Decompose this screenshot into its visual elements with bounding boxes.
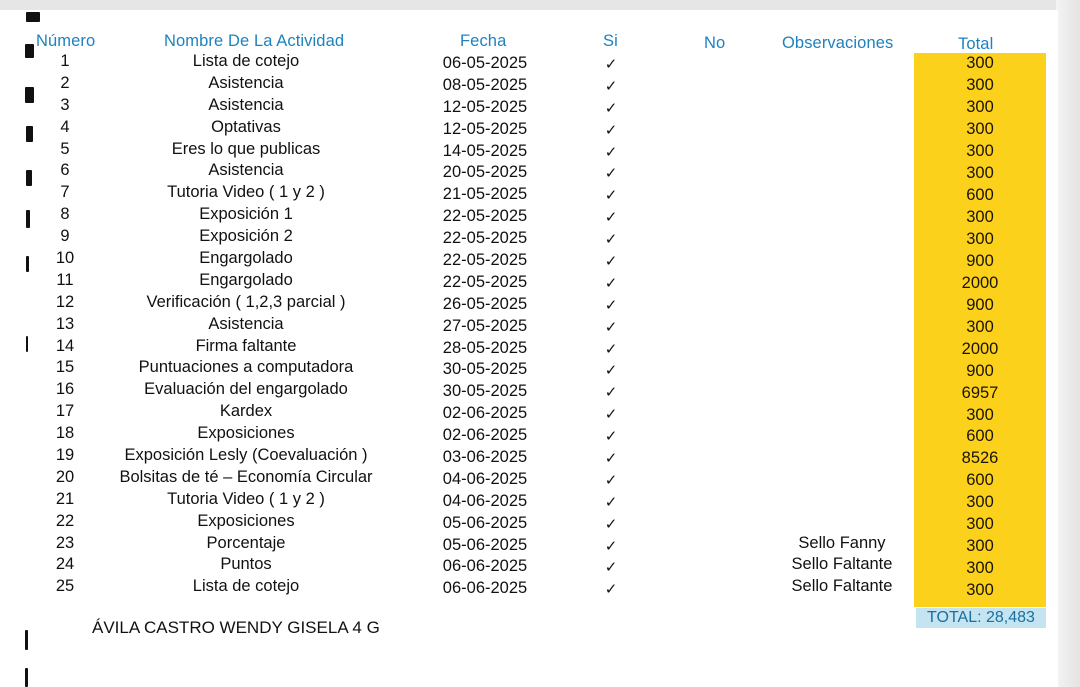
check-mark: ✓ — [604, 317, 618, 336]
activity-date: 12-05-2025 — [442, 97, 528, 116]
table-row — [0, 227, 1058, 249]
activity-date: 04-06-2025 — [442, 491, 528, 510]
row-number: 18 — [55, 424, 75, 443]
activity-date: 05-06-2025 — [442, 513, 528, 532]
student-name: ÁVILA CASTRO WENDY GISELA 4 G — [92, 618, 380, 637]
total-value: 300 — [966, 54, 994, 72]
total-value: 600 — [966, 185, 994, 204]
check-mark: ✓ — [604, 76, 618, 95]
check-mark: ✓ — [604, 492, 618, 511]
table-row — [0, 205, 1058, 227]
activity-name: Exposiciones — [197, 424, 295, 443]
row-number: 11 — [56, 270, 74, 289]
table-row — [0, 161, 1058, 183]
check-mark: ✓ — [604, 427, 618, 446]
activity-name: Asistencia — [208, 161, 284, 180]
row-number: 12 — [55, 292, 75, 311]
activity-name: Evaluación del engargolado — [144, 380, 348, 399]
total-value: 600 — [966, 471, 994, 490]
header-si: Si — [603, 32, 618, 50]
observation: Sello Faltante — [791, 555, 893, 574]
row-number: 4 — [60, 117, 70, 136]
row-number: 16 — [55, 380, 75, 399]
check-mark: ✓ — [604, 470, 618, 489]
document-sheet — [0, 10, 1058, 687]
row-number: 25 — [55, 577, 75, 596]
activity-name: Exposición 2 — [199, 227, 293, 246]
check-mark: ✓ — [604, 536, 618, 555]
check-mark: ✓ — [604, 55, 618, 73]
check-mark: ✓ — [604, 164, 618, 183]
activity-date: 22-05-2025 — [442, 207, 528, 226]
activity-date: 21-05-2025 — [442, 185, 528, 204]
total-value: 300 — [966, 493, 994, 512]
row-number: 6 — [60, 161, 70, 180]
activity-date: 20-05-2025 — [442, 163, 528, 182]
activity-date: 06-06-2025 — [442, 579, 528, 598]
activity-name: Bolsitas de té – Economía Circular — [119, 467, 373, 486]
activity-name: Exposición Lesly (Coevaluación ) — [124, 446, 368, 465]
row-number: 8 — [60, 205, 70, 224]
table-row — [0, 402, 1058, 424]
table-row — [0, 315, 1058, 337]
activity-name: Lista de cotejo — [192, 577, 300, 596]
check-mark: ✓ — [604, 361, 618, 380]
total-value: 300 — [966, 141, 994, 160]
activity-table — [0, 52, 1058, 599]
table-row — [0, 271, 1058, 293]
observation: Sello Fanny — [798, 533, 886, 552]
header-numero: Número — [36, 32, 96, 50]
check-mark: ✓ — [604, 142, 618, 161]
activity-date: 28-05-2025 — [442, 338, 528, 357]
table-row — [0, 468, 1058, 490]
table-row — [0, 358, 1058, 380]
total-value: 900 — [966, 295, 994, 314]
activity-date: 12-05-2025 — [442, 119, 528, 138]
activity-date: 06-05-2025 — [442, 54, 528, 72]
table-row — [0, 534, 1058, 556]
activity-name: Lista de cotejo — [192, 52, 300, 70]
row-number: 19 — [55, 446, 75, 465]
row-number: 15 — [55, 358, 75, 377]
activity-name: Engargolado — [199, 270, 293, 289]
check-mark: ✓ — [604, 558, 618, 577]
row-number: 13 — [55, 314, 75, 333]
activity-name: Eres lo que publicas — [171, 139, 321, 158]
row-number: 17 — [55, 402, 75, 421]
total-value: 300 — [966, 97, 994, 116]
activity-name: Verificación ( 1,2,3 parcial ) — [146, 292, 346, 311]
activity-date: 06-06-2025 — [442, 557, 528, 576]
activity-date: 02-06-2025 — [442, 426, 528, 445]
activity-date: 04-06-2025 — [442, 469, 528, 488]
activity-date: 30-05-2025 — [442, 382, 528, 401]
activity-name: Asistencia — [208, 314, 284, 333]
row-number: 24 — [55, 555, 75, 574]
activity-name: Tutoria Video ( 1 y 2 ) — [167, 489, 325, 508]
row-number: 10 — [55, 249, 75, 268]
header-observaciones: Observaciones — [782, 34, 894, 52]
row-number: 2 — [60, 73, 70, 92]
scan-mark — [26, 12, 40, 22]
activity-name: Engargolado — [199, 249, 293, 268]
table-row — [0, 293, 1058, 315]
activity-name: Optativas — [211, 117, 281, 136]
row-number: 20 — [55, 467, 75, 486]
check-mark: ✓ — [604, 273, 618, 292]
row-number: 14 — [55, 336, 75, 355]
row-number: 21 — [55, 489, 75, 508]
check-mark: ✓ — [604, 98, 618, 117]
table-row — [0, 118, 1058, 140]
check-mark: ✓ — [604, 580, 618, 599]
total-value: 300 — [966, 515, 994, 534]
activity-name: Exposiciones — [197, 511, 295, 530]
activity-date: 30-05-2025 — [442, 360, 528, 379]
activity-name: Tutoria Video ( 1 y 2 ) — [167, 183, 325, 202]
scan-mark — [25, 630, 28, 650]
row-number: 1 — [60, 52, 70, 70]
table-row — [0, 446, 1058, 468]
page-edge-shadow — [1056, 0, 1080, 687]
row-number: 7 — [60, 183, 70, 202]
activity-name: Kardex — [219, 402, 273, 421]
total-value: 300 — [966, 75, 994, 94]
table-row — [0, 183, 1058, 205]
check-mark: ✓ — [604, 295, 618, 314]
table-row — [0, 52, 1058, 74]
check-mark: ✓ — [604, 208, 618, 227]
row-number: 3 — [60, 95, 70, 114]
row-number: 22 — [55, 511, 75, 530]
row-number: 5 — [60, 139, 70, 158]
activity-name: Puntos — [220, 555, 272, 574]
activity-date: 22-05-2025 — [442, 272, 528, 291]
activity-name: Puntuaciones a computadora — [138, 358, 354, 377]
table-row — [0, 96, 1058, 118]
activity-date: 22-05-2025 — [442, 251, 528, 270]
check-mark: ✓ — [604, 120, 618, 139]
activity-date: 05-06-2025 — [442, 535, 528, 554]
total-value: 300 — [966, 317, 994, 336]
row-number: 9 — [60, 227, 70, 246]
total-value: 300 — [966, 581, 994, 600]
activity-date: 22-05-2025 — [442, 229, 528, 248]
total-value: 300 — [966, 559, 994, 578]
total-value: 900 — [966, 251, 994, 270]
check-mark: ✓ — [604, 449, 618, 468]
check-mark: ✓ — [604, 230, 618, 249]
total-value: 300 — [966, 163, 994, 182]
activity-date: 26-05-2025 — [442, 294, 528, 313]
table-row — [0, 490, 1058, 512]
activity-name: Porcentaje — [206, 533, 286, 552]
row-number: 23 — [55, 533, 75, 552]
check-mark: ✓ — [604, 186, 618, 205]
activity-name: Asistencia — [208, 73, 284, 92]
total-value: 300 — [966, 405, 994, 424]
total-value: 300 — [966, 207, 994, 226]
activity-name: Asistencia — [208, 95, 284, 114]
total-value: 2000 — [961, 273, 999, 292]
total-value: 900 — [966, 361, 994, 380]
header-nombre-actividad: Nombre De La Actividad — [164, 32, 345, 50]
activity-date: 08-05-2025 — [442, 75, 528, 94]
total-value: 600 — [966, 427, 994, 446]
header-total: Total — [958, 35, 994, 53]
total-value: 300 — [966, 537, 994, 556]
total-value: 6957 — [961, 383, 999, 402]
table-row — [0, 555, 1058, 577]
activity-date: 03-06-2025 — [442, 448, 528, 467]
table-row — [0, 577, 1058, 599]
scan-mark — [25, 668, 28, 687]
activity-name: Exposición 1 — [199, 205, 293, 224]
total-value: 2000 — [961, 339, 999, 358]
activity-date: 14-05-2025 — [442, 141, 528, 160]
check-mark: ✓ — [604, 514, 618, 533]
check-mark: ✓ — [604, 252, 618, 271]
header-no: No — [704, 34, 726, 52]
observation: Sello Faltante — [791, 577, 893, 596]
activity-date: 27-05-2025 — [442, 316, 528, 335]
table-row — [0, 512, 1058, 534]
total-value: 8526 — [961, 449, 999, 468]
table-row — [0, 337, 1058, 359]
check-mark: ✓ — [604, 405, 618, 424]
total-value: 300 — [966, 229, 994, 248]
table-row — [0, 424, 1058, 446]
total-value: 300 — [966, 119, 994, 138]
total-column — [914, 54, 1046, 603]
activity-date: 02-06-2025 — [442, 404, 528, 423]
activity-name: Firma faltante — [195, 336, 297, 355]
header-fecha: Fecha — [460, 32, 507, 50]
table-row — [0, 74, 1058, 96]
check-mark: ✓ — [604, 339, 618, 358]
table-row — [0, 249, 1058, 271]
table-row — [0, 140, 1058, 162]
table-row — [0, 380, 1058, 402]
grand-total: TOTAL: 28,483 — [916, 608, 1046, 628]
check-mark: ✓ — [604, 383, 618, 402]
